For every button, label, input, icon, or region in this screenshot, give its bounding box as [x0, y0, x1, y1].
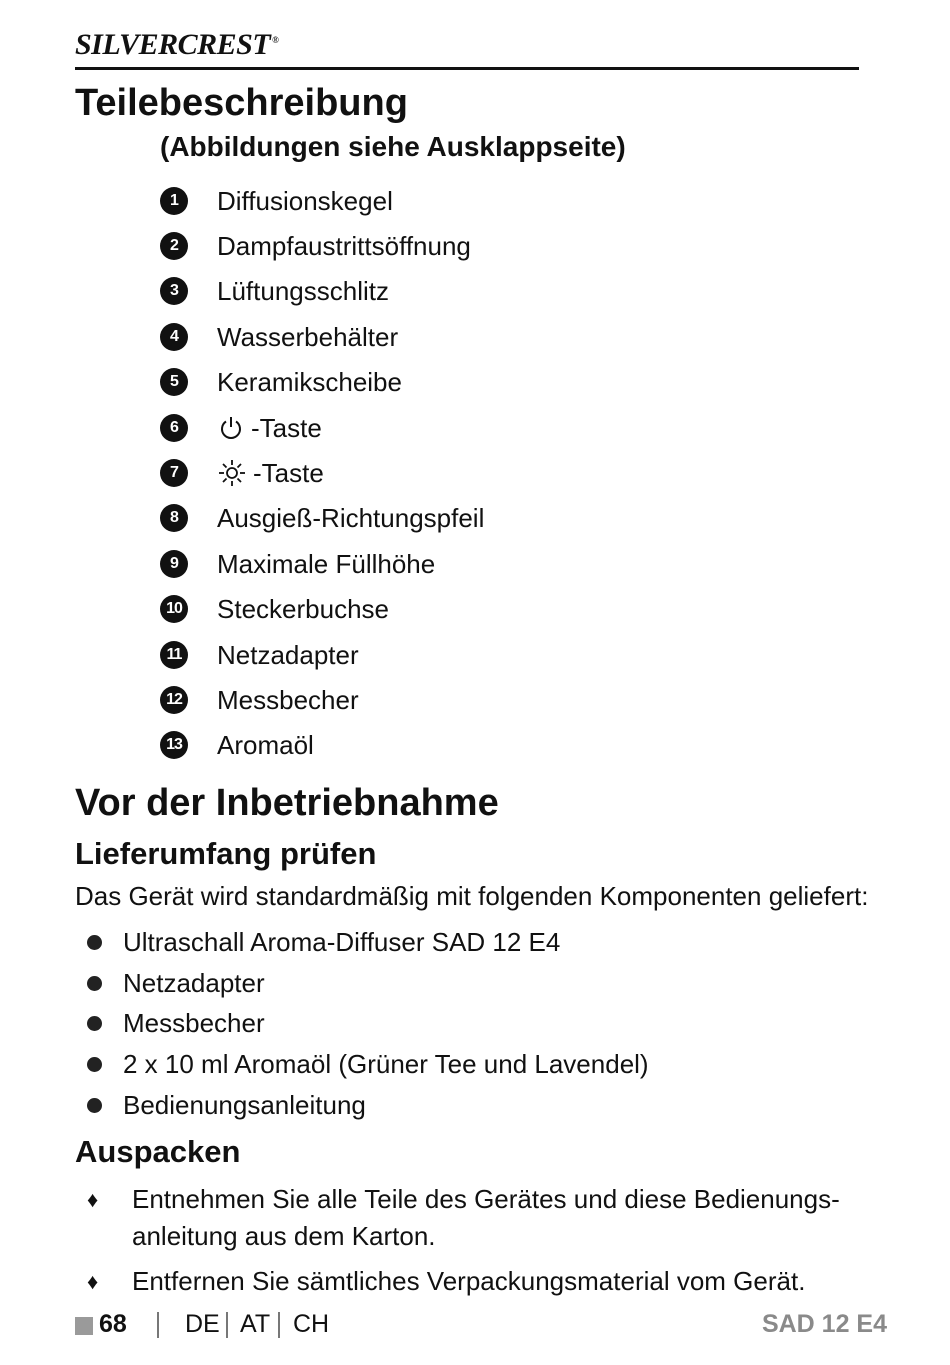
- list-item: [75, 963, 649, 1004]
- part-item: [160, 178, 393, 223]
- diamond-bullet-icon: ♦: [87, 1269, 99, 1294]
- list-item-text: Bedienungsanleitung: [123, 1090, 366, 1121]
- part-number: 13: [160, 731, 188, 759]
- part-item: [160, 723, 314, 768]
- part-number: 12: [160, 686, 188, 714]
- part-number: 2: [160, 232, 188, 260]
- part-label: Ausgieß-Richtungspfeil: [217, 503, 485, 534]
- list-item: [75, 1085, 649, 1126]
- list-item: [75, 1004, 649, 1045]
- parts-title: Teilebeschreibung: [75, 82, 408, 124]
- step-text: [132, 1181, 852, 1255]
- part-number: 8: [160, 504, 188, 532]
- part-label: -Taste: [251, 412, 322, 443]
- power-icon: [217, 414, 245, 442]
- part-item: [160, 632, 359, 677]
- part-number: 1: [160, 187, 188, 215]
- part-number: 3: [160, 277, 188, 305]
- delivery-intro: Das Gerät wird standardmäßig mit folgenden Komponenten geliefert:: [75, 881, 869, 911]
- part-item: [160, 223, 471, 268]
- footer-square-icon: [75, 1317, 93, 1335]
- step-line: Entfernen Sie sämtliches Verpackungsmaterial vom Gerät.: [132, 1266, 806, 1296]
- list-item-text: Ultraschall Aroma-Diffuser SAD 12 E4: [123, 926, 561, 957]
- part-label: Keramikscheibe: [217, 367, 402, 398]
- country-de: DE: [185, 1310, 220, 1338]
- footer-divider: [278, 1312, 280, 1338]
- bullet-dot: [87, 976, 102, 991]
- header-rule: [75, 67, 859, 70]
- part-label: Diffusionskegel: [217, 185, 393, 216]
- list-item-text: Netzadapter: [123, 967, 265, 998]
- part-item: [160, 360, 402, 405]
- list-item-text: Messbecher: [123, 1008, 265, 1039]
- part-label-with-icon: [217, 458, 324, 488]
- part-number: 6: [160, 414, 188, 442]
- unpack-title: Auspacken: [75, 1134, 241, 1169]
- part-item: [160, 269, 389, 314]
- part-item: [160, 405, 322, 450]
- part-label-with-icon: [217, 413, 322, 443]
- bullet-dot: [87, 1057, 102, 1072]
- part-label: Netzadapter: [217, 639, 359, 670]
- part-label: -Taste: [253, 458, 324, 489]
- part-number: 11: [160, 641, 188, 669]
- model-number: SAD 12 E4: [761, 1310, 887, 1338]
- step-line: Entnehmen Sie alle Teile des Gerätes und diese Bedienungs-: [132, 1184, 840, 1214]
- part-label: Wasserbehälter: [217, 321, 399, 352]
- part-number: 4: [160, 323, 188, 351]
- part-number: 9: [160, 550, 188, 578]
- footer-divider: [157, 1312, 159, 1338]
- brand-name: SILVERCREST: [75, 28, 271, 61]
- diamond-bullet-icon: ♦: [87, 1187, 99, 1212]
- part-label: Messbecher: [217, 684, 359, 715]
- brand-logo: [75, 28, 278, 62]
- part-item: [160, 541, 436, 586]
- list-item: [75, 922, 649, 963]
- part-number: 10: [160, 595, 188, 623]
- part-label: Maximale Füllhöhe: [217, 548, 436, 579]
- part-label: Aromaöl: [217, 730, 314, 761]
- part-label: Lüftungsschlitz: [217, 276, 389, 307]
- part-item: [160, 496, 485, 541]
- list-item: [75, 1044, 649, 1085]
- list-item-text: 2 x 10 ml Aromaöl (Grüner Tee und Lavendel): [123, 1049, 649, 1080]
- part-number: 5: [160, 368, 188, 396]
- part-item: [160, 450, 324, 495]
- parts-list: [160, 178, 485, 768]
- step-text: [132, 1263, 852, 1300]
- delivery-title: Lieferumfang prüfen: [75, 836, 377, 871]
- part-item: [160, 314, 399, 359]
- setup-title: Vor der Inbetriebnahme: [75, 782, 499, 824]
- delivery-list: [75, 922, 649, 1126]
- part-label: Steckerbuchse: [217, 594, 389, 625]
- part-number: 7: [160, 459, 188, 487]
- footer-divider: [226, 1312, 228, 1338]
- parts-subtitle: (Abbildungen siehe Ausklappseite): [160, 131, 626, 162]
- step-line: anleitung aus dem Karton.: [132, 1221, 436, 1251]
- registered-mark: ®: [272, 35, 279, 45]
- page-footer: [75, 1308, 887, 1342]
- page-number: 68: [99, 1310, 127, 1338]
- bullet-dot: [87, 935, 102, 950]
- country-at: AT: [240, 1310, 271, 1338]
- part-item: [160, 587, 389, 632]
- part-label: Dampfaustrittsöffnung: [217, 231, 471, 262]
- part-item: [160, 677, 359, 722]
- country-ch: CH: [293, 1310, 330, 1338]
- bullet-dot: [87, 1098, 102, 1113]
- light-icon: [217, 458, 247, 488]
- bullet-dot: [87, 1016, 102, 1031]
